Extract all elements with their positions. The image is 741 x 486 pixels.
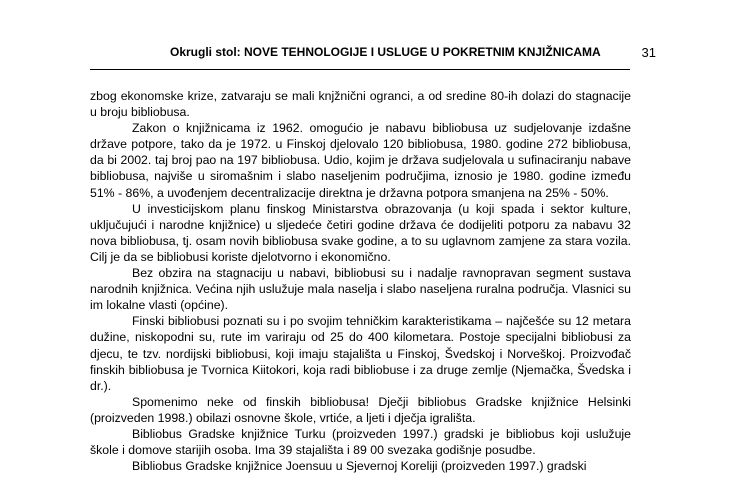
- paragraph-4: Bez obzira na stagnaciju u nabavi, bibliobusi su i nadalje ravnopravan segment sustava narodnih knjižnica. Većina njih uslužuje mala naselja i slabo naseljena ruralna područja. Vlasnici su im lokalne vlasti (općine).: [90, 266, 631, 313]
- paragraph-6: Spomenimo neke od finskih bibliobusa! Dječji bibliobus Gradske knjižnice Helsinki (proizveden 1998.) obilazi osnovne škole, vrtiće, a ljeti i dječja igrališta.: [90, 394, 631, 425]
- paragraph-5: Finski bibliobusi poznati su i po svojim tehničkim karakteristikama – najčešće su 12 metara dužine, niskopodni su, rute im variraju od 25 do 400 kilometara. Postoje specijalni bibliobusi za djecu, te tzv. nordijski bibliobusi, koji imaju stajališta u Finskoj, Švedskoj i Norveškoj. Proizvođač finskih bibliobusa je Tvornica Kiitokori, koja radi bibliobuse i za druge zemlje (Njemačka, Švedska i dr.).: [90, 314, 631, 393]
- page-number: 31: [641, 45, 656, 60]
- paragraph-2: Zakon o knjižnicama iz 1962. omogućio je nabavu bibliobusa uz sudjelovanje izdašne države potpore, tako da je 1972. u Finskoj djelovalo 120 bibliobusa, 1980. godine 272 bibliobusa, da bi 2002. taj broj pao na 197 bibliobusa. Udio, kojim je država sudjelovala u sufinaciranju nabave bibliobusa, najviše u siromašnim i slabo naseljenim područjima, iznosio je 1980. godine između 51% - 86%, a uvođenjem decentralizacije direktna je državna potpora smanjena na 25% - 50%.: [90, 121, 631, 200]
- paragraph-7: Bibliobus Gradske knjižnice Turku (proizveden 1997.) gradski je bibliobus koji uslužuje škole i domove starijih osoba. Ima 39 stajališta i 89 00 svezaka godišnje posudbe.: [90, 426, 631, 458]
- body-text: [90, 88, 631, 474]
- running-header-title: Okrugli stol: NOVE TEHNOLOGIJE I USLUGE U POKRETNIM KNJIŽNICAMA: [170, 45, 601, 59]
- running-header: [90, 45, 656, 61]
- paragraph-3: U investicijskom planu finskog Ministarstva obrazovanja (u koji spada i sektor kulture, uključujući i narodne knjižnice) u sljedeće četiri godine država će dodijeliti potporu za nabavu 32 nova bibliobusa, tj. osam novih bibliobusa svake godine, a to su uglavnom zamjene za stara vozila. Cilj je da se bibliobusi koriste djelotvorno i ekonomično.: [90, 201, 631, 264]
- header-rule: [90, 69, 630, 70]
- paragraph-1: zbog ekonomske krize, zatvaraju se mali knjžnični ogranci, a od sredine 80-ih dolazi do stagnacije u broju bibliobusa.: [90, 89, 631, 120]
- paragraph-8: Bibliobus Gradske knjižnice Joensuu u Sjevernoj Koreliji (proizveden 1997.) gradski: [132, 459, 587, 474]
